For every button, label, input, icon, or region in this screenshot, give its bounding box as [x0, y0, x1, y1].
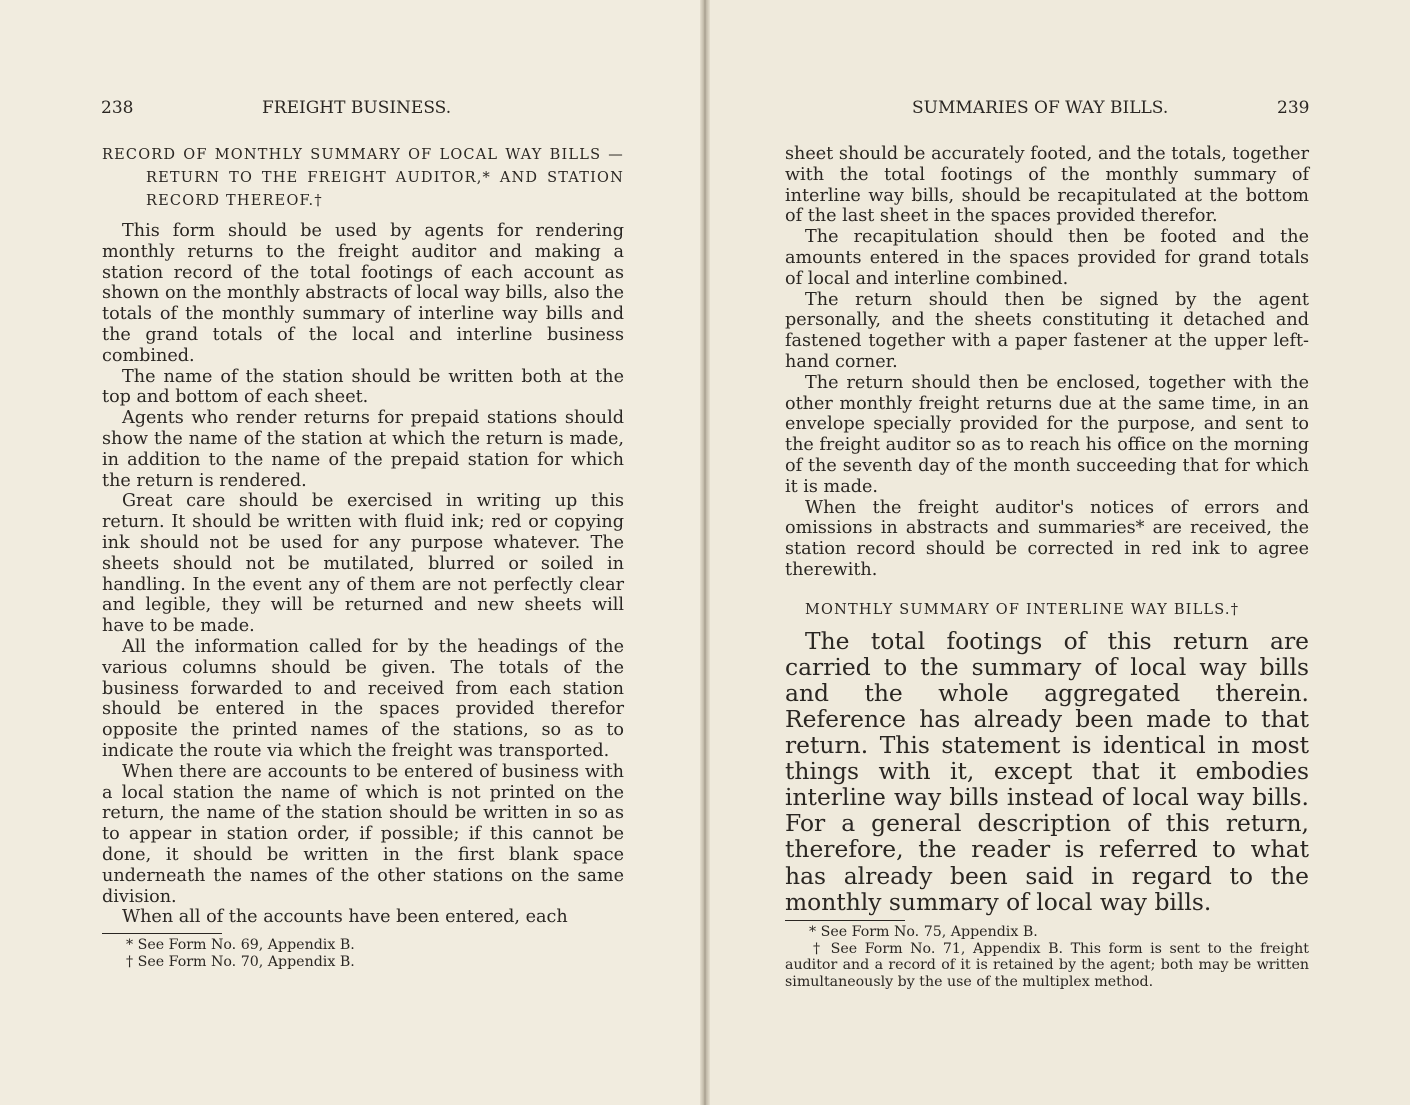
section-caption-left: RECORD OF MONTHLY SUMMARY OF LOCAL WAY BILLS —RETURN TO THE FREIGHT AUDITOR,* AND STATION RECORD THEREOF.†: [102, 147, 624, 209]
paragraph: Agents who render returns for prepaid stations should show the name of the station at which the return is made, in addition to the name of the prepaid station for which the return is rendered.: [102, 408, 624, 491]
footnote-rule: [785, 920, 905, 921]
page-number-right: 239: [1277, 98, 1310, 118]
continued-text: sheet should be accurately footed, and the totals, together with the total footings of the monthly summary of interline way bills, should be recapitulated at the bottom of the last sheet in the spaces provided therefor.: [785, 144, 1309, 227]
footnote: * See Form No. 69, Appendix B.: [126, 937, 355, 954]
paragraph: When the freight auditor's notices of errors and omissions in abstracts and summaries* are received, the station record should be corrected in red ink to agree therewith.: [785, 497, 1309, 580]
paragraph: This form should be used by agents for rendering monthly returns to the freight auditor and making a station record of the total footings of each account as shown on the monthly abstracts of local way bills, also the totals of the monthly summary of interline way bills and the grand totals of the local and interline business combined.: [102, 221, 624, 366]
left-paragraphs: [102, 221, 624, 928]
section-caption-right: MONTHLY SUMMARY OF INTERLINE WAY BILLS.†: [805, 601, 1240, 618]
paragraph: All the information called for by the headings of the various columns should be given. The totals of the business forwarded to and received from each station should be entered in the spaces provided therefor opposite the printed names of the stations, so as to indicate the route via which the freight was transported.: [102, 636, 624, 761]
paragraph: The recapitulation should then be footed and the amounts entered in the spaces provided for grand totals of local and interline combined.: [785, 227, 1309, 289]
footnote: † See Form No. 71, Appendix B. This form is sent to the freight auditor and a record of it is retained by the agent; both may be written simultaneously by the use of the multiplex method.: [785, 940, 1309, 990]
large-paragraph: The total footings of this return are carried to the summary of local way bills and the whole aggregated therein. Reference has already been made to that return. This statement is identical in most things with it, except that it embodies interline way bills instead of local way bills. For a general description of this return, therefore, the reader is referred to what has already been said in regard to the monthly summary of local way bills.: [785, 626, 1309, 916]
paragraph: The return should then be enclosed, together with the other monthly freight returns due at the same time, in an envelope specially provided for the purpose, and sent to the freight auditor so as to reach his office on the morning of the seventh day of the month succeeding that for which it is made.: [785, 372, 1309, 497]
left-text-column: [102, 144, 624, 971]
right-text-column: [785, 144, 1309, 991]
page-number-left: 238: [101, 98, 134, 118]
paragraph: When all of the accounts have been entered, each: [122, 907, 568, 928]
footnote: † See Form No. 70, Appendix B.: [126, 954, 355, 971]
running-title-left: FREIGHT BUSINESS.: [262, 98, 452, 118]
large-type-block: [785, 628, 1309, 915]
paragraph: Great care should be exercised in writing up this return. It should be written with fluid ink; red or copying ink should not be used for any purpose whatever. The sheets should not be mutilated, blurred or soiled in handling. In the event any of them are not perfectly clear and legible, they will be returned and new sheets will have to be made.: [102, 491, 624, 637]
paragraph: When there are accounts to be entered of business with a local station the name of which is not printed on the return, the name of the station should be written in so as to appear in station order, if possible; if this cannot be done, it should be written in the first blank space underneath the names of the other stations on the same division.: [102, 761, 624, 907]
footnote: * See Form No. 75, Appendix B.: [809, 923, 1038, 940]
running-title-right: SUMMARIES OF WAY BILLS.: [912, 98, 1169, 118]
paragraph: The name of the station should be written both at the top and bottom of each sheet.: [102, 366, 624, 408]
footnote-rule: [102, 933, 222, 934]
paragraph: The return should then be signed by the agent personally, and the sheets constituting it detached and fastened together with a paper fastener at the upper left-hand corner.: [785, 289, 1309, 372]
